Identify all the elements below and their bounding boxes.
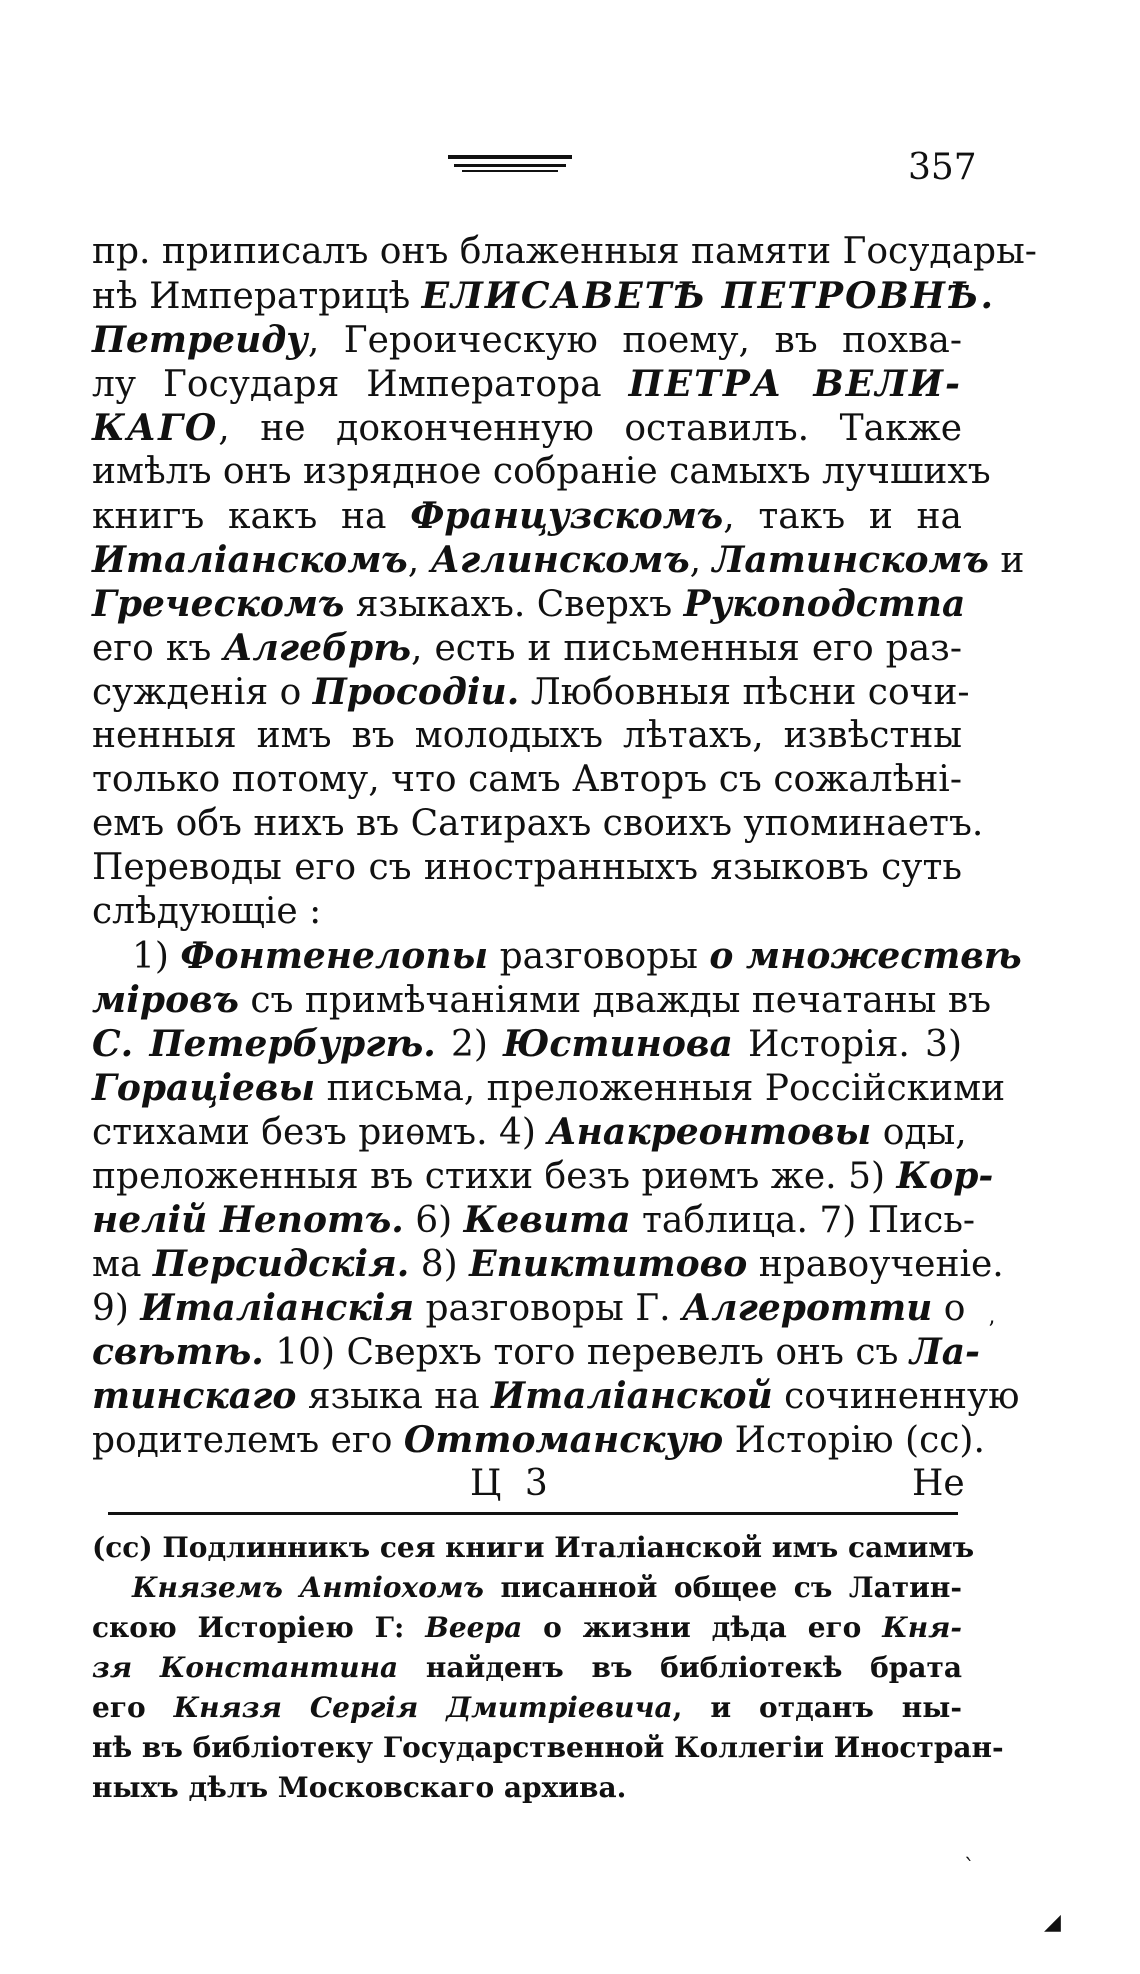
italic-run: Рукоподстпа xyxy=(683,583,966,625)
main-text xyxy=(92,230,1037,1462)
text-line xyxy=(92,1110,967,1154)
text-run: (сс) Подлинникъ сея книги Италіанской имъ самимъ xyxy=(92,1531,975,1564)
text-run: письма, преложенныя Россійскими xyxy=(315,1068,1006,1109)
stray-mark: ’ xyxy=(988,1318,995,1343)
text-line xyxy=(92,934,1022,978)
text-run: о xyxy=(932,1288,966,1329)
text-line xyxy=(92,890,962,934)
italic-run: Анакреонтовы xyxy=(547,1111,872,1153)
page-number: 357 xyxy=(908,147,977,188)
footnote-rule xyxy=(108,1512,958,1515)
text-run: сочиненную xyxy=(772,1376,1020,1417)
text-line xyxy=(92,406,962,450)
text-line xyxy=(92,362,962,406)
text-line xyxy=(92,626,962,670)
text-run: Любовныя пѣсни сочи- xyxy=(519,672,970,713)
text-run: ныхъ дѣлъ Московскаго архива. xyxy=(92,1771,627,1804)
text-run: ненныя имъ въ молодыхъ лѣтахъ, извѣстны xyxy=(92,715,962,756)
footnote-line xyxy=(92,1768,962,1808)
italic-run: свѣтѣ. xyxy=(92,1331,264,1373)
italic-run: тинскаго xyxy=(92,1375,297,1417)
text-run: , Героическую поему, въ похва- xyxy=(307,320,962,361)
italic-run: нелій Непотъ. xyxy=(92,1199,404,1241)
italic-run: Французскомъ xyxy=(410,495,724,537)
text-run: , xyxy=(407,540,431,581)
italic-run: міровъ xyxy=(92,979,239,1021)
text-line xyxy=(92,494,962,538)
text-run: , такъ и на xyxy=(723,496,962,537)
footnote-line xyxy=(92,1728,1004,1768)
text-line xyxy=(92,1286,966,1330)
text-line xyxy=(92,1066,1006,1110)
text-run: языкахъ. Сверхъ xyxy=(344,584,684,625)
text-run: книгъ какъ на xyxy=(92,496,411,537)
printer-signature: Ц 3 xyxy=(470,1463,554,1504)
text-run: , есть и письменныя его раз- xyxy=(411,628,962,669)
footnote-line xyxy=(92,1648,962,1688)
text-line xyxy=(92,1022,962,1066)
text-run: родителемъ его xyxy=(92,1420,404,1461)
stray-mark: ` xyxy=(964,1856,975,1881)
text-run: съ примѣчаніями дважды печатаны въ xyxy=(238,980,992,1021)
text-run: таблица. 7) Пись- xyxy=(630,1200,976,1241)
italic-run: Кня- xyxy=(882,1611,963,1644)
text-run: нравоученіе. xyxy=(747,1244,1004,1285)
italic-run: Греческомъ xyxy=(92,583,345,625)
italic-run: Италіанской xyxy=(491,1375,773,1417)
italic-run: Алгеротти xyxy=(681,1287,933,1329)
text-run: преложенныя въ стихи безъ риѳмъ же. 5) xyxy=(92,1156,897,1197)
text-run: Исторія. 3) xyxy=(732,1024,962,1065)
text-run: 1) xyxy=(132,936,181,977)
italic-run: Кевита xyxy=(463,1199,631,1241)
italic-run: Алгебрѣ xyxy=(223,627,412,669)
italic-run: Аглинскомъ xyxy=(430,539,690,581)
text-run: только потому, что самъ Авторъ съ сожалѣні- xyxy=(92,759,962,800)
text-line xyxy=(92,1330,980,1374)
text-line xyxy=(92,978,992,1022)
italic-run: Княземъ Антіохомъ xyxy=(132,1571,484,1604)
italic-run: Гораціевы xyxy=(92,1067,316,1109)
italic-run: Италіанскомъ xyxy=(92,539,408,581)
text-line xyxy=(92,230,1037,274)
footnote-line xyxy=(92,1568,962,1608)
text-run: нѣ въ библіотеку Государственной Коллегіи Иностран- xyxy=(92,1731,1004,1764)
text-run: сужденія о xyxy=(92,672,313,713)
text-run: имѣлъ онъ изрядное собраніе самыхъ лучшихъ xyxy=(92,451,991,492)
text-run: ма xyxy=(92,1244,153,1285)
italic-run: Ла- xyxy=(909,1331,980,1373)
text-run: скою Исторіею Г: xyxy=(92,1611,426,1644)
italic-run: Латинскомъ xyxy=(712,539,989,581)
italic-run: С. Петербургѣ. xyxy=(92,1023,436,1065)
text-line xyxy=(92,1242,1004,1286)
text-run: , не доконченную оставилъ. Также xyxy=(218,408,962,449)
text-run: оды, xyxy=(871,1112,967,1153)
text-run: его къ xyxy=(92,628,224,669)
text-run: разговоры Г. xyxy=(414,1288,682,1329)
italic-run: Петреиду xyxy=(92,319,308,361)
footnote xyxy=(92,1528,1004,1808)
text-line xyxy=(92,1154,994,1198)
text-line xyxy=(92,846,962,890)
footnote-line xyxy=(92,1528,975,1568)
text-line xyxy=(92,670,970,714)
text-run: писанной общее съ Латин- xyxy=(483,1571,962,1604)
italic-run: Фонтенелопы xyxy=(180,935,489,977)
text-run: 8) xyxy=(409,1244,470,1285)
text-run: , и отданъ ны- xyxy=(672,1691,962,1724)
header-ornament xyxy=(448,152,578,174)
text-run: лу Государя Императора xyxy=(92,364,629,405)
text-run: о жизни дѣда его xyxy=(522,1611,883,1644)
text-line xyxy=(92,802,984,846)
text-run: 10) Сверхъ того перевелъ онъ съ xyxy=(263,1332,910,1373)
text-run: найденъ въ библіотекѣ брата xyxy=(398,1651,962,1684)
text-line xyxy=(92,450,991,494)
text-line xyxy=(92,714,962,758)
text-line xyxy=(92,758,962,802)
text-line xyxy=(92,1198,976,1242)
text-run: , xyxy=(689,540,713,581)
text-line xyxy=(92,538,1025,582)
text-run: его xyxy=(92,1691,174,1724)
italic-run: Просодіи. xyxy=(312,671,520,713)
text-run: 6) xyxy=(403,1200,464,1241)
text-run: и xyxy=(988,540,1025,581)
text-line xyxy=(92,1374,1020,1418)
text-line xyxy=(92,582,966,626)
stray-mark: ◢ xyxy=(1044,1910,1061,1935)
italic-run: Юстинова xyxy=(503,1023,733,1065)
italic-run: ЕЛИСАВЕТѢ ПЕТРОВНѢ. xyxy=(421,275,996,317)
text-run: пр. приписалъ онъ блаженныя памяти Государы- xyxy=(92,231,1037,272)
text-line xyxy=(92,318,962,362)
text-run: слѣдующіе : xyxy=(92,891,322,932)
text-run: разговоры xyxy=(488,936,710,977)
text-run: 2) xyxy=(435,1024,504,1065)
italic-run: ПЕТРА ВЕЛИ- xyxy=(628,363,962,405)
italic-run: Веера xyxy=(425,1611,523,1644)
italic-run: зя Константина xyxy=(92,1651,399,1684)
italic-run: Епиктитово xyxy=(469,1243,748,1285)
text-run: нѣ Императрицѣ xyxy=(92,276,422,317)
text-run: емъ объ нихъ въ Сатирахъ своихъ упоминаетъ. xyxy=(92,803,984,844)
italic-run: о множествѣ xyxy=(709,935,1022,977)
italic-run: Оттоманскую xyxy=(403,1419,724,1461)
italic-run: Кор- xyxy=(896,1155,994,1197)
footnote-line xyxy=(92,1688,962,1728)
text-run: Исторію (сс). xyxy=(723,1420,985,1461)
italic-run: Князя Сергія Дмитріевича xyxy=(173,1691,673,1724)
text-line xyxy=(92,274,996,318)
catchword: Не xyxy=(912,1463,965,1504)
italic-run: Персидскія. xyxy=(152,1243,410,1285)
text-run: языка на xyxy=(296,1376,492,1417)
text-run: стихами безъ риѳмъ. 4) xyxy=(92,1112,548,1153)
text-run: 9) xyxy=(92,1288,141,1329)
italic-run: КАГО xyxy=(92,407,219,449)
italic-run: Италіанскія xyxy=(140,1287,415,1329)
text-run: Переводы его съ иностранныхъ языковъ суть xyxy=(92,847,962,888)
text-line xyxy=(92,1418,985,1462)
footnote-line xyxy=(92,1608,962,1648)
